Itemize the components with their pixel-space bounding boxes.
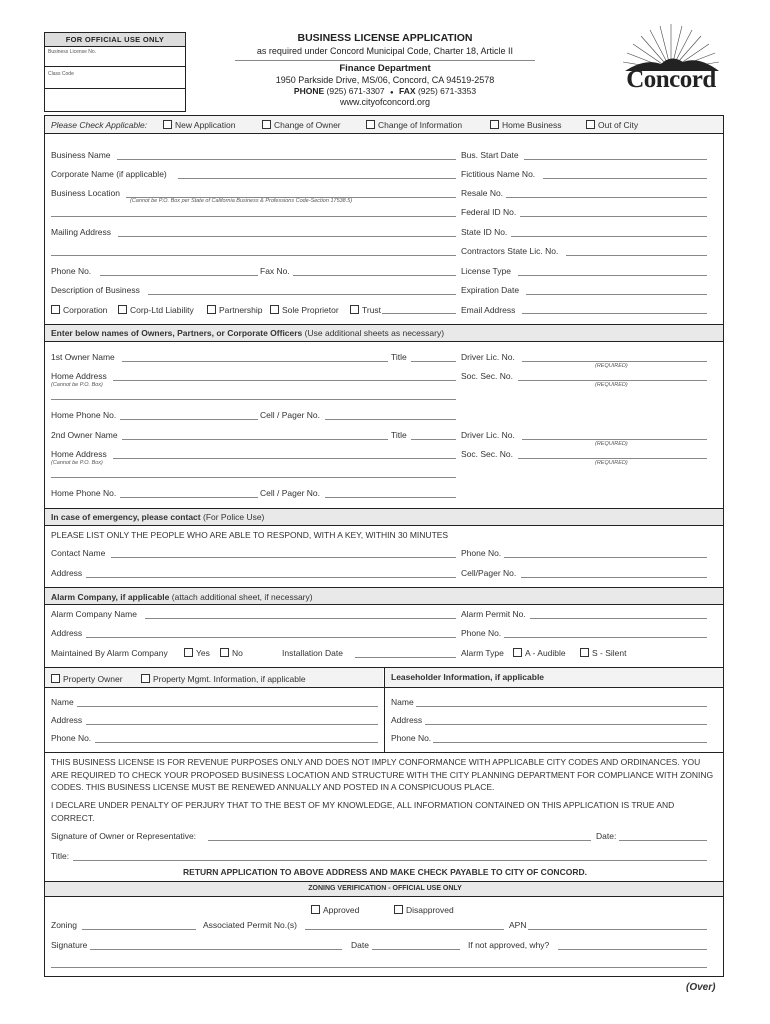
perjury-text: I DECLARE UNDER PENALTY OF PERJURY THAT TO THE BEST OF MY KNOWLEDGE, ALL INFORMATION CONTAINED ON THIS APPLICATION IS TRUE AND CORRECT. [51,800,675,823]
email-field[interactable] [522,313,707,314]
header [225,32,545,107]
emergency-heading: In case of emergency, please contact (For Police Use) [51,512,265,522]
apn-field[interactable] [528,929,707,930]
second-ssn-field[interactable] [518,458,707,459]
start-date-field[interactable] [524,159,707,160]
zoning-signature-label: Signature [51,940,88,950]
mailing-address-label: Mailing Address [51,227,112,237]
property-phone-label: Phone No. [51,733,92,743]
alarm-heading: Alarm Company, if applicable (attach additional sheet, if necessary) [51,592,313,602]
phone-no-label: Phone No. [51,266,92,276]
first-owner-label: 1st Owner Name [51,352,115,362]
checkbox-home-business[interactable]: Home Business [490,120,562,130]
maintained-label: Maintained By Alarm Company [51,648,168,658]
checkbox-audible[interactable]: A - Audible [513,648,566,658]
emergency-phone-label: Phone No. [461,548,502,558]
description-label: Description of Business [51,285,140,295]
signature-label: Signature of Owner or Representative: [51,831,197,841]
sunburst-icon [615,22,727,72]
why-field[interactable] [558,949,707,950]
checkbox-change-of-owner[interactable]: Change of Owner [262,120,341,130]
first-driver-label: Driver Lic. No. [461,352,515,362]
apn-label: APN [509,920,527,930]
checkbox-property-mgmt[interactable]: Property Mgmt. Information, if applicable [141,674,306,684]
declaration-title-label: Title: [51,851,70,861]
license-type-field[interactable] [518,275,707,276]
first-home-phone-field[interactable] [120,419,258,420]
property-name-label: Name [51,697,74,707]
checkbox-alarm-no[interactable]: No [220,648,243,658]
second-owner-title-label: Title [391,430,407,440]
alarm-phone-field[interactable] [504,637,707,638]
location-note: (Cannot be P.O. Box per State of California Business & Professions Code-Section 17538.5) [130,198,353,204]
emergency-cell-label: Cell/Pager No. [461,568,517,578]
contact-name-field[interactable] [111,557,456,558]
first-home-address-field-2[interactable] [51,399,456,400]
state-id-label: State ID No. [461,227,508,237]
contact-line: PHONE (925) 671-3307 ● FAX (925) 671-3353 [293,86,477,96]
checkbox-trust[interactable]: Trust [350,305,381,315]
checkbox-change-of-information[interactable]: Change of Information [366,120,462,130]
second-driver-field[interactable] [522,439,707,440]
applicable-label: Please Check Applicable: [51,120,148,130]
description-field[interactable] [148,294,456,295]
lease-name-field[interactable] [416,706,707,707]
federal-id-field[interactable] [520,216,707,217]
fictitious-label: Fictitious Name No. [461,169,536,179]
signature-date-field[interactable] [619,840,707,841]
lease-address-label: Address [391,715,423,725]
mailing-address-field-2[interactable] [51,255,456,256]
property-phone-field[interactable] [95,742,378,743]
first-owner-title-field[interactable] [411,361,456,362]
first-home-phone-label: Home Phone No. [51,410,117,420]
first-driver-field[interactable] [522,361,707,362]
checkbox-corp-ltd[interactable]: Corp-Ltd Liability [118,305,194,315]
owners-heading: Enter below names of Owners, Partners, or Corporate Officers (Use additional sheets as necessary) [51,328,445,338]
second-owner-field[interactable] [122,439,388,440]
corporate-name-label: Corporate Name (if applicable) [51,169,167,179]
alarm-address-label: Address [51,628,83,638]
contact-name-label: Contact Name [51,548,106,558]
first-cell-field[interactable] [325,419,456,420]
official-use-title: FOR OFFICIAL USE ONLY [45,33,185,47]
permit-nos-field[interactable] [305,929,504,930]
checkbox-property-owner[interactable]: Property Owner [51,674,123,684]
property-name-field[interactable] [77,706,378,707]
license-type-label: License Type [461,266,511,276]
business-name-field[interactable] [117,159,456,160]
signature-date-label: Date: [596,831,617,841]
department: Finance Department [339,63,431,74]
second-home-address-field[interactable] [113,458,456,459]
alarm-permit-label: Alarm Permit No. [461,609,526,619]
leaseholder-heading: Leaseholder Information, if applicable [391,672,545,682]
lease-phone-field[interactable] [433,742,707,743]
corporate-name-field[interactable] [178,178,456,179]
page-title: BUSINESS LICENSE APPLICATION [297,32,473,44]
zoning-heading: ZONING VERIFICATION - OFFICIAL USE ONLY [308,885,462,892]
first-home-address-field[interactable] [113,380,456,381]
zoning-field[interactable] [82,929,196,930]
second-home-address-field-2[interactable] [51,477,456,478]
fax-no-field[interactable] [293,275,456,276]
concord-logo [615,22,727,94]
expiration-label: Expiration Date [461,285,520,295]
return-instruction: RETURN APPLICATION TO ABOVE ADDRESS AND MAKE CHECK PAYABLE TO CITY OF CONCORD. [183,867,587,877]
checkbox-disapproved[interactable]: Disapproved [394,905,454,915]
fictitious-field[interactable] [543,178,707,179]
first-owner-field[interactable] [122,361,388,362]
phone-no-field[interactable] [100,275,258,276]
over-label: (Over) [686,982,716,993]
trust-field[interactable] [382,313,456,314]
federal-id-label: Federal ID No. [461,207,517,217]
second-ssn-label: Soc. Sec. No. [461,449,513,459]
checkbox-silent[interactable]: S - Silent [580,648,627,658]
installation-field[interactable] [355,657,456,658]
logo-wordmark: Concord [626,66,716,93]
official-use-box [44,32,186,112]
second-ssn-required: (REQUIRED) [595,460,628,466]
first-ssn-field[interactable] [518,380,707,381]
second-cell-field[interactable] [325,497,456,498]
second-driver-label: Driver Lic. No. [461,430,515,440]
first-ssn-label: Soc. Sec. No. [461,371,513,381]
license-no-label: Business License No. [48,49,97,55]
form-frame [44,115,724,977]
declaration-title-field[interactable] [73,860,707,861]
lease-name-label: Name [391,697,414,707]
checkbox-alarm-yes[interactable]: Yes [184,648,210,658]
contractors-field[interactable] [566,255,707,256]
zoning-date-field[interactable] [372,949,460,950]
checkbox-approved[interactable]: Approved [311,905,359,915]
business-location-label: Business Location [51,188,120,198]
checkbox-sole-proprietor[interactable]: Sole Proprietor [270,305,339,315]
state-id-field[interactable] [511,236,707,237]
mailing-address-field[interactable] [118,236,456,237]
disclaimer-text: THIS BUSINESS LICENSE IS FOR REVENUE PURPOSES ONLY AND DOES NOT IMPLY CONFORMANCE WITH APPLICABLE CITY CODES AND ORDINANCES. YOU ARE REQUIRED TO CHECK YOUR PROPOSED BUSINESS LOCATION AND STRUCTURE WITH THE CITY PLANNING DEPARTMENT FOR COMPLIANCE WITH ZONING CODES. THIS BUSINESS LICENSE MUST BE RENEWED ANNUALLY AND POSTED IN A CONSPICUOUS PLACE. [51,757,714,792]
property-address-field[interactable] [86,724,378,725]
permit-nos-label: Associated Permit No.(s) [203,920,297,930]
fax-no-label: Fax No. [260,266,290,276]
checkbox-out-of-city[interactable]: Out of City [586,120,638,130]
alarm-company-field[interactable] [145,618,456,619]
email-label: Email Address [461,305,516,315]
emergency-address-label: Address [51,568,83,578]
lease-address-field[interactable] [425,724,707,725]
checkbox-new-application[interactable]: New Application [163,120,235,130]
emergency-cell-field[interactable] [521,577,707,578]
property-address-label: Address [51,715,83,725]
page-subtitle: as required under Concord Municipal Code, Charter 18, Article II [256,46,514,56]
first-driver-required: (REQUIRED) [595,363,628,369]
contractors-label: Contractors State Lic. No. [461,246,559,256]
property-divider [384,667,385,752]
second-cell-label: Cell / Pager No. [260,488,320,498]
website: www.cityofconcord.org [339,97,431,107]
business-name-label: Business Name [51,150,111,160]
second-owner-title-field[interactable] [411,439,456,440]
emergency-phone-field[interactable] [504,557,707,558]
second-owner-label: 2nd Owner Name [51,430,118,440]
checkbox-partnership[interactable]: Partnership [207,305,262,315]
second-home-address-label: Home Address [51,449,107,459]
why-label: If not approved, why? [468,940,550,950]
checkbox-corporation[interactable]: Corporation [51,305,107,315]
second-home-phone-field[interactable] [120,497,258,498]
second-home-phone-label: Home Phone No. [51,488,117,498]
installation-label: Installation Date [282,648,343,658]
expiration-field[interactable] [526,294,707,295]
signature-field[interactable] [208,840,591,841]
alarm-address-field[interactable] [86,637,456,638]
start-date-label: Bus. Start Date [461,150,519,160]
department-address: 1950 Parkside Drive, MS/06, Concord, CA 94519-2578 [275,75,495,85]
class-code-label: Class Code [48,71,74,77]
alarm-company-label: Alarm Company Name [51,609,137,619]
emergency-address-field[interactable] [86,577,456,578]
why-field-2[interactable] [51,967,707,968]
first-po-note: (Cannot be P.O. Box) [51,382,103,388]
second-driver-required: (REQUIRED) [595,441,628,447]
resale-label: Resale No. [461,188,504,198]
business-location-field-2[interactable] [51,216,456,217]
alarm-type-label: Alarm Type [461,648,504,658]
second-po-note: (Cannot be P.O. Box) [51,460,103,466]
alarm-phone-label: Phone No. [461,628,502,638]
zoning-signature-field[interactable] [90,949,342,950]
first-home-address-label: Home Address [51,371,107,381]
first-ssn-required: (REQUIRED) [595,382,628,388]
emergency-instruction: PLEASE LIST ONLY THE PEOPLE WHO ARE ABLE TO RESPOND, WITH A KEY, WITHIN 30 MINUTES [51,530,449,540]
zoning-date-label: Date [351,940,369,950]
first-owner-title-label: Title [391,352,407,362]
first-cell-label: Cell / Pager No. [260,410,320,420]
lease-phone-label: Phone No. [391,733,432,743]
resale-field[interactable] [506,197,707,198]
zoning-label: Zoning [51,920,77,930]
alarm-permit-field[interactable] [530,618,707,619]
